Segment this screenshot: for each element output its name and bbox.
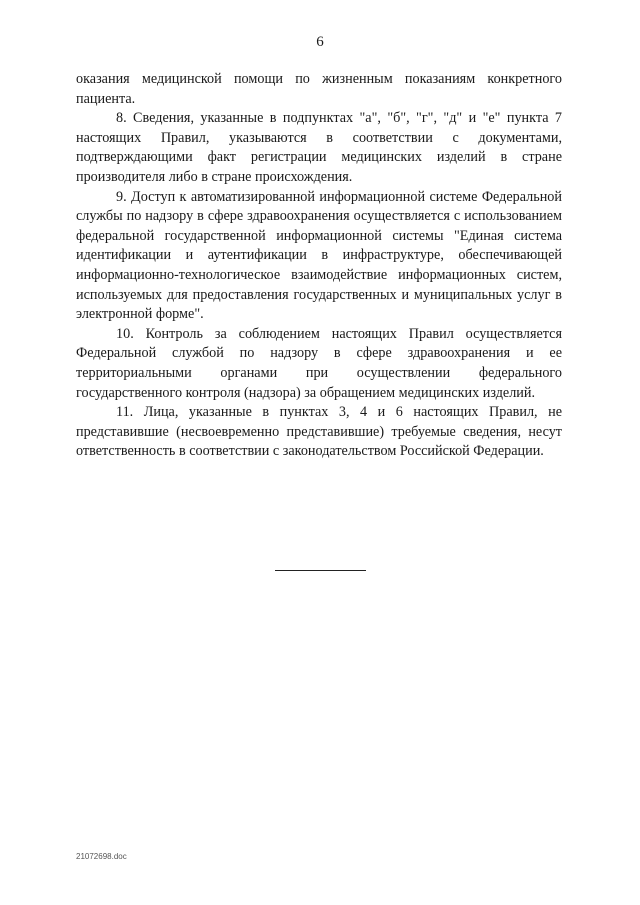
paragraph-continuation: оказания медицинской помощи по жизненным показаниям конкретного пациента. — [76, 71, 562, 107]
footer-document-code: 21072698.doc — [76, 852, 127, 861]
paragraph-item-9: 9. Доступ к автоматизированной информационной системе Федеральной службы по надзору в сфере здравоохранения осуществляется с использованием федеральной государственной информационной системы "Единая система идентификации и аутентификации в инфраструктуре, обеспечивающей информационно-технологическое взаимодействие информационных систем, используемых для предоставления государственных и муниципальных услуг в электронной форме". — [76, 188, 562, 323]
document-body — [76, 70, 562, 462]
paragraph-item-11: 11. Лица, указанные в пунктах 3, 4 и 6 настоящих Правил, не представившие (несвоевременно представившие) требуемые сведения, несут ответственность в соответствии с законодательством Российской Федерации. — [76, 404, 562, 460]
paragraph-item-10: 10. Контроль за соблюдением настоящих Правил осуществляется Федеральной службой по надзору в сфере здравоохранения и ее территориальными органами при осуществлении федерального государственного контроля (надзора) за обращением медицинских изделий. — [76, 325, 562, 401]
page-number: 6 — [316, 34, 324, 50]
paragraph-item-8: 8. Сведения, указанные в подпунктах "а", "б", "г", "д" и "е" пункта 7 настоящих Правил, указываются в соответствии с документами, подтверждающими факт регистрации медицинских изделий в стране производителя либо в стране происхождения. — [76, 110, 562, 185]
end-separator-line — [275, 570, 366, 571]
